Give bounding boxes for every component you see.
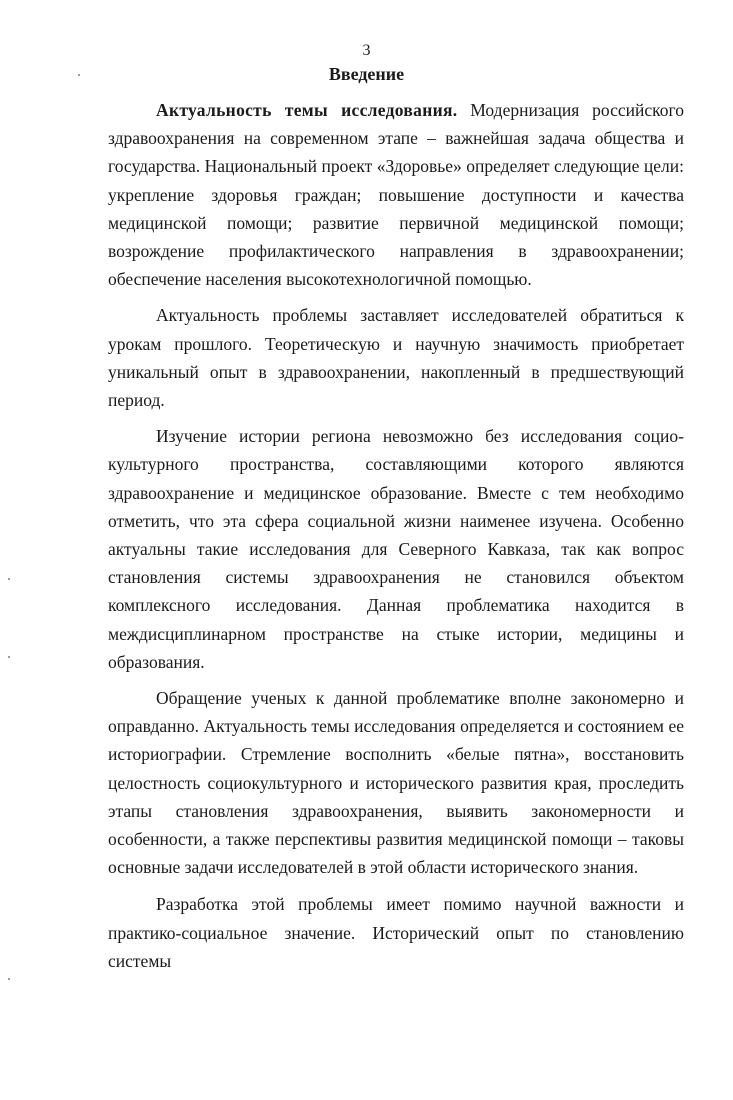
paragraph-lead: Актуальность темы исследования. xyxy=(156,100,458,120)
paragraph: Разработка этой проблемы имеет помимо научной важности и практико-социальное значение. Исторический опыт по становлению системы xyxy=(108,894,684,971)
scan-speck xyxy=(8,578,10,580)
paragraph: Обращение ученых к данной проблематике вполне закономерно и оправданно. Актуальность темы исследования определяется и состоянием ее историографии. Стремление восполнить «белые пятна», восстановить целостность социокультурного и исторического развития края, проследить этапы становления здравоохранения, выявить закономерности и особенности, а также перспективы развития медицинской помощи – таковы основные задачи исследователей в этой области исторического знания. xyxy=(108,688,684,878)
paragraph: Актуальность проблемы заставляет исследователей обратиться к урокам прошлого. Теоретическую и научную значимость приобретает уникальный опыт в здравоохранении, накопленный в предшествующий период. xyxy=(108,305,684,411)
paragraph: Изучение истории региона невозможно без исследования социо-культурного пространства, составляющими которого являются здравоохранение и медицинское образование. Вместе с тем необходимо отметить, что эта сфера социальной жизни наименее изучена. Особенно актуальны такие исследования для Северного Кавказа, так как вопрос становления системы здравоохранения не становился объектом комплексного исследования. Данная проблематика находится в междисциплинарном пространстве на стыке истории, медицины и образования. xyxy=(108,426,684,672)
scan-speck xyxy=(8,656,10,658)
page-number: 3 xyxy=(362,42,371,59)
scan-speck xyxy=(8,978,10,980)
paragraph-text: Модернизация российского здравоохранения на современном этапе – важнейшая задача общества и государства. Национальный проект «Здоровье» определяет следующие цели: укрепление здоровья граждан; повышение доступности и качества медицинской помощи; развитие первичной медицинской помощи; возрождение профилактического направления в здравоохранении; обеспечение населения высокотехнологичной помощью. xyxy=(108,100,684,290)
body-text xyxy=(108,96,684,975)
page-title: Введение xyxy=(328,64,405,84)
scan-speck xyxy=(78,74,80,76)
paragraph xyxy=(108,96,684,293)
